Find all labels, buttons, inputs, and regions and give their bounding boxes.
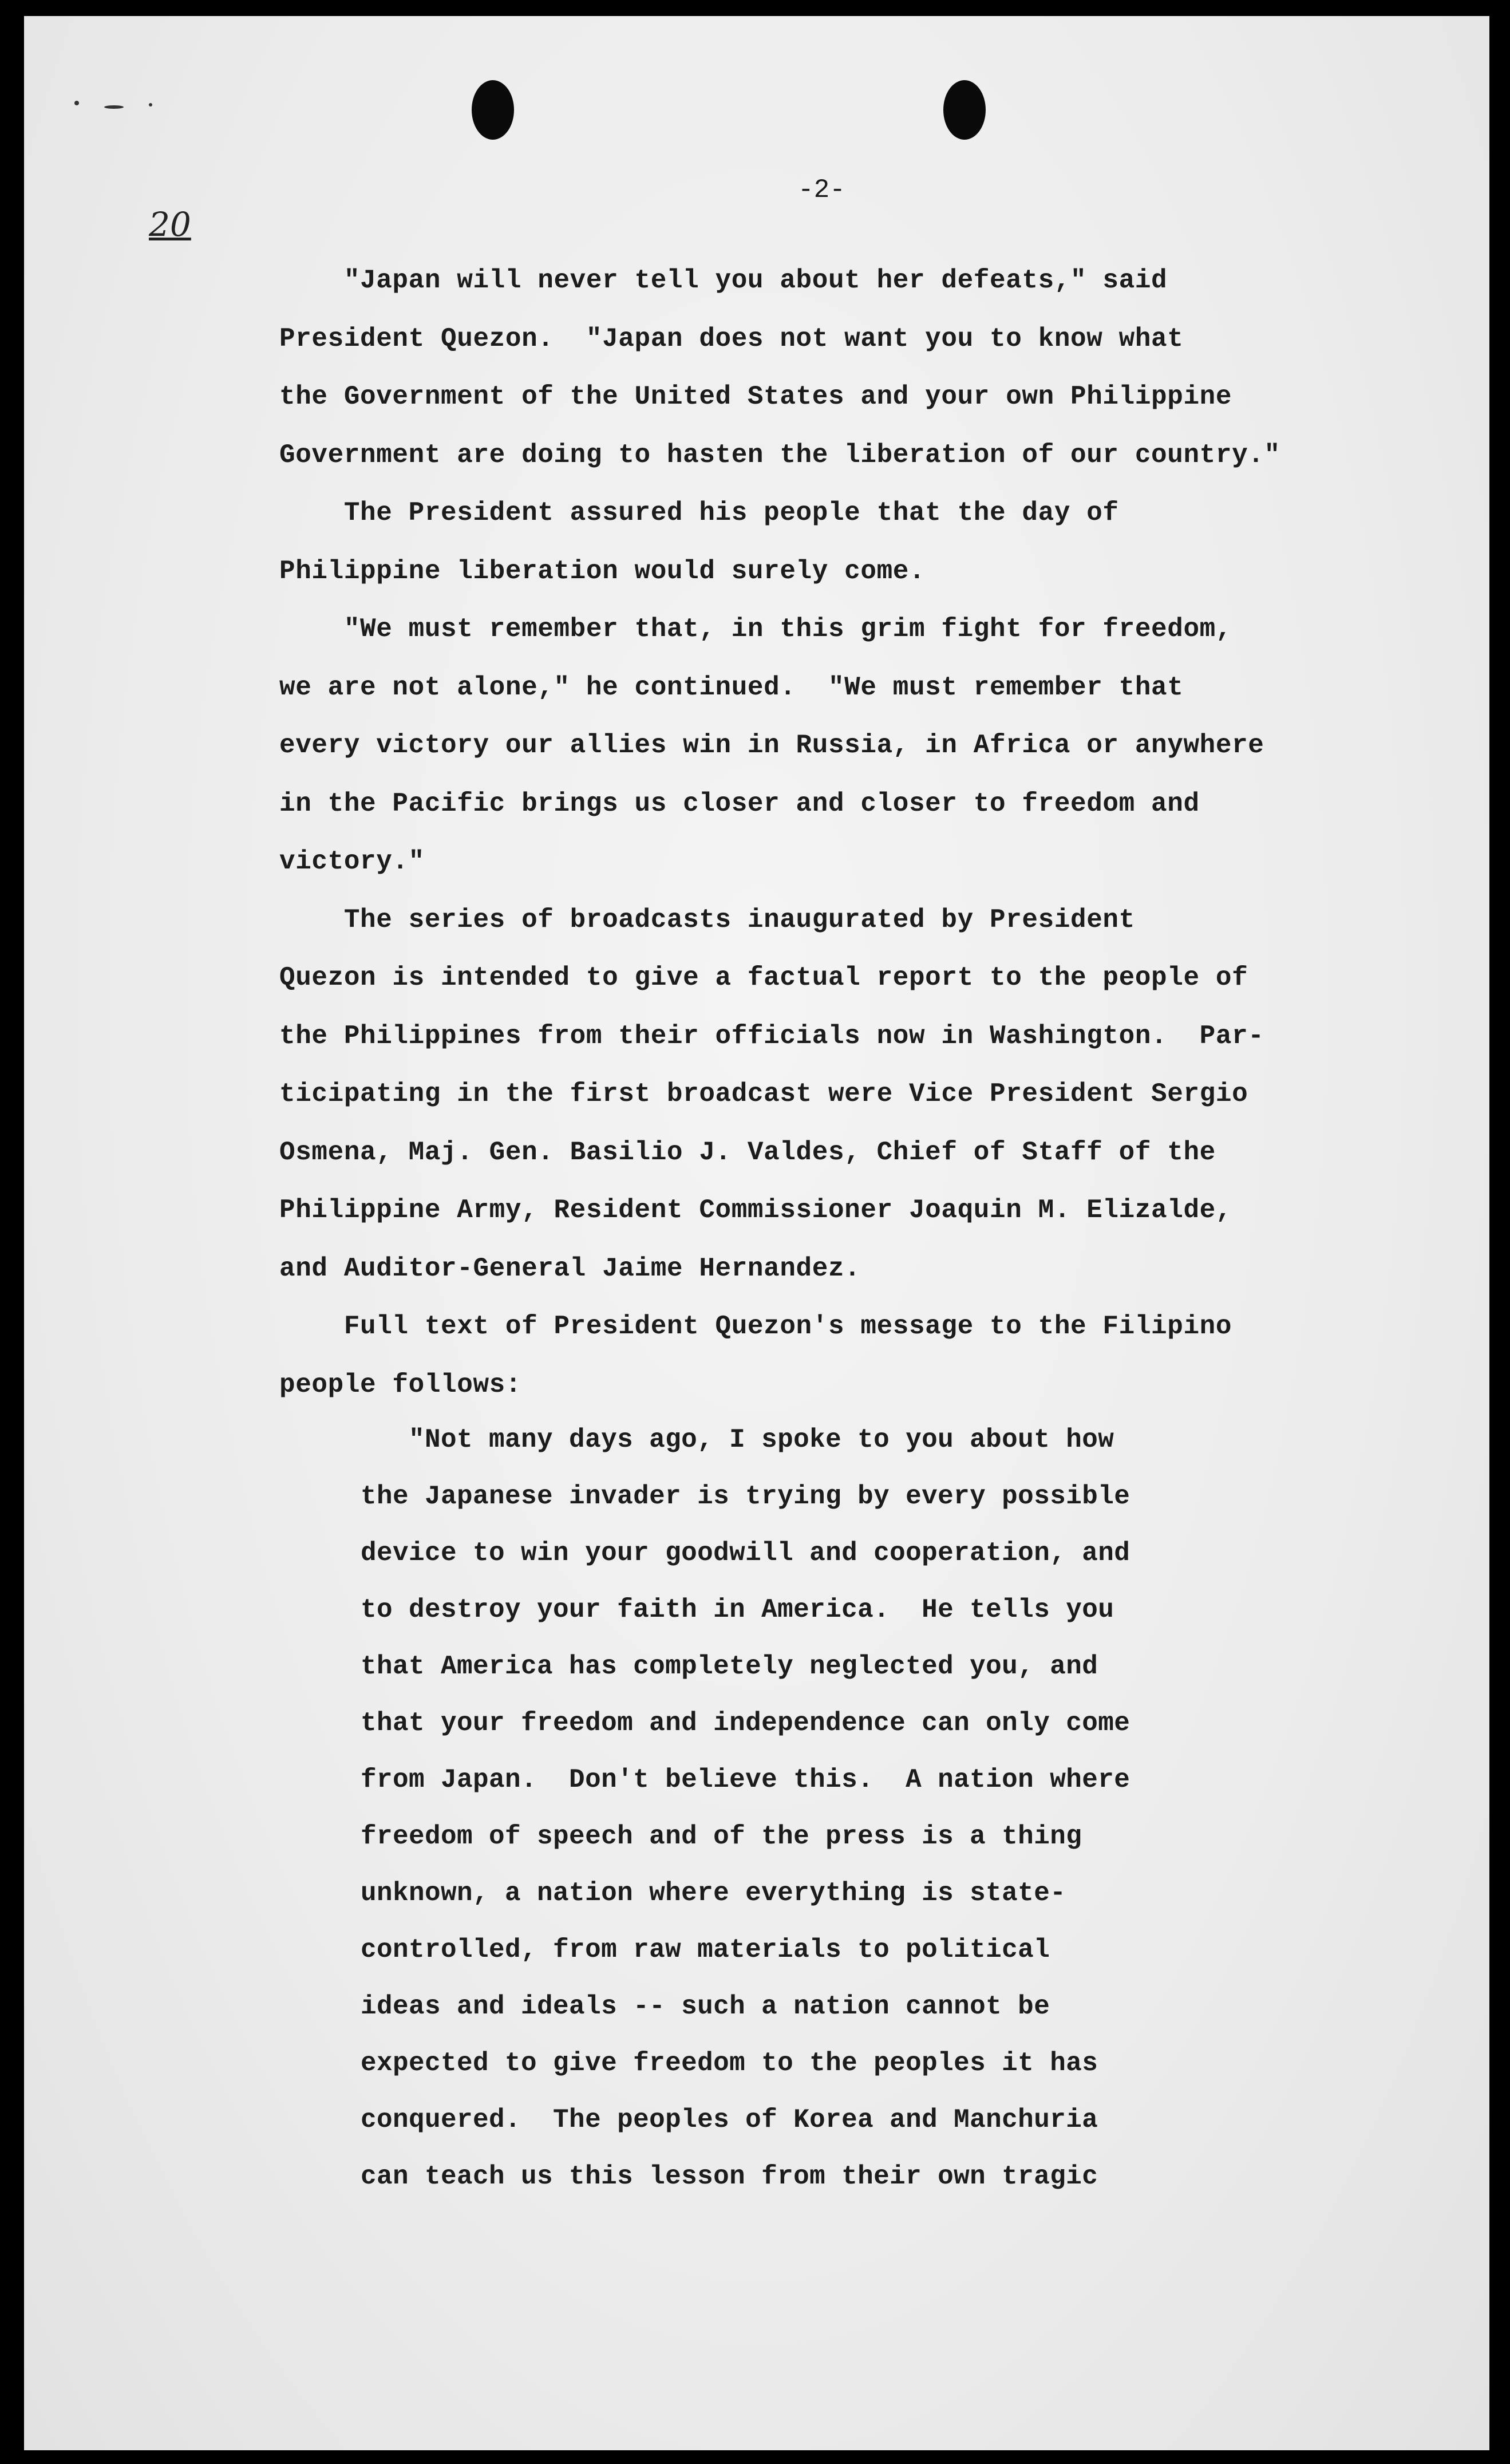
ink-speck bbox=[104, 105, 124, 109]
ink-speck bbox=[149, 103, 152, 106]
text-line: Philippine Army, Resident Commissioner Joaquin M. Elizalde, bbox=[279, 1195, 1232, 1225]
quote-line: that America has completely neglected you, and bbox=[361, 1652, 1098, 1681]
quote-line: expected to give freedom to the peoples it has bbox=[361, 2048, 1098, 2078]
ink-speck bbox=[74, 101, 79, 105]
text-line: Osmena, Maj. Gen. Basilio J. Valdes, Chief of Staff of the bbox=[279, 1137, 1216, 1167]
quote-line: the Japanese invader is trying by every possible bbox=[361, 1482, 1130, 1511]
quote-line: "Not many days ago, I spoke to you about how bbox=[361, 1425, 1114, 1455]
punch-hole-right bbox=[943, 80, 986, 140]
text-line: we are not alone," he continued. "We must remember that bbox=[279, 672, 1184, 702]
text-line: Full text of President Quezon's message to the Filipino bbox=[279, 1312, 1232, 1341]
quote-line: that your freedom and independence can only come bbox=[361, 1708, 1130, 1738]
quote-line: controlled, from raw materials to political bbox=[361, 1935, 1050, 1965]
text-line: "Japan will never tell you about her defeats," said bbox=[279, 266, 1168, 295]
document-page bbox=[24, 16, 1489, 2450]
quote-line: unknown, a nation where everything is state- bbox=[361, 1878, 1066, 1908]
quoted-message bbox=[361, 1412, 1130, 2205]
quote-line: conquered. The peoples of Korea and Manchuria bbox=[361, 2105, 1098, 2135]
body-text bbox=[279, 252, 1280, 1414]
text-line: Philippine liberation would surely come. bbox=[279, 556, 926, 586]
text-line: every victory our allies win in Russia, in Africa or anywhere bbox=[279, 730, 1264, 760]
text-line: and Auditor-General Jaime Hernandez. bbox=[279, 1253, 861, 1284]
text-line: Government are doing to hasten the liberation of our country." bbox=[279, 440, 1280, 470]
quote-line: can teach us this lesson from their own tragic bbox=[361, 2162, 1098, 2191]
text-line: Quezon is intended to give a factual report to the people of bbox=[279, 963, 1248, 993]
text-line: in the Pacific brings us closer and closer to freedom and bbox=[279, 788, 1200, 819]
quote-line: device to win your goodwill and cooperation, and bbox=[361, 1538, 1130, 1568]
text-line: The President assured his people that the day of bbox=[279, 498, 1119, 528]
quote-line: to destroy your faith in America. He tells you bbox=[361, 1595, 1114, 1625]
text-line: the Philippines from their officials now in Washington. Par- bbox=[279, 1021, 1264, 1051]
text-line: The series of broadcasts inaugurated by President bbox=[279, 905, 1135, 935]
handwritten-margin-note: 20 bbox=[149, 205, 191, 244]
text-line: President Quezon. "Japan does not want you to know what bbox=[279, 323, 1184, 354]
text-line: people follows: bbox=[279, 1369, 522, 1400]
text-line: "We must remember that, in this grim fight for freedom, bbox=[279, 614, 1232, 644]
text-line: ticipating in the first broadcast were Vice President Sergio bbox=[279, 1079, 1248, 1109]
page-number: -2- bbox=[798, 175, 845, 205]
punch-hole-left bbox=[472, 80, 514, 140]
quote-line: ideas and ideals -- such a nation cannot be bbox=[361, 1992, 1050, 2021]
quote-line: from Japan. Don't believe this. A nation where bbox=[361, 1765, 1130, 1795]
quote-line: freedom of speech and of the press is a thing bbox=[361, 1822, 1082, 1851]
text-line: victory." bbox=[279, 847, 425, 876]
text-line: the Government of the United States and your own Philippine bbox=[279, 382, 1232, 412]
